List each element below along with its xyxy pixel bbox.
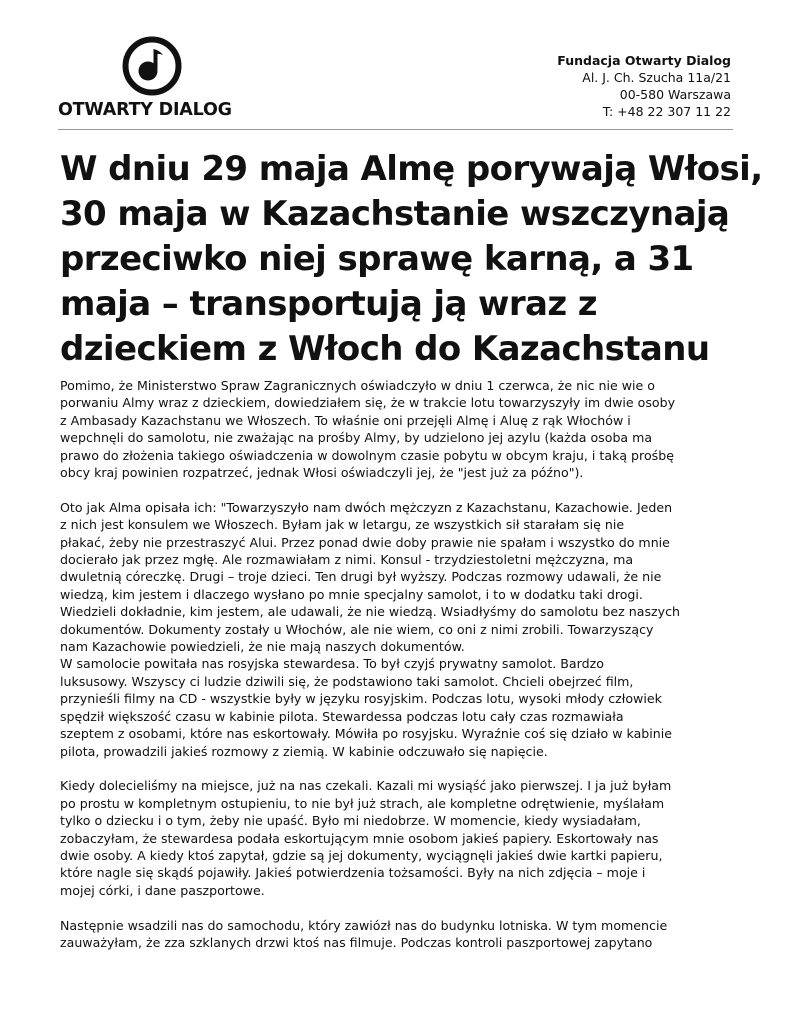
otwarty-dialog-logo-icon — [122, 36, 182, 96]
paragraph — [60, 777, 740, 899]
text-line: prawo do złożenia takiego oświadczenia w dowolnym czasie pobytu w obcym kraju, i taką prośbę — [60, 447, 674, 463]
text-line: luksusowy. Wszyscy ci ludzie dziwili się, że podstawiono taki samolot. Chcieli obejrzeć film, — [60, 673, 634, 689]
text-line: Pomimo, że Ministerstwo Spraw Zagranicznych oświadczyło w dniu 1 czerwca, że nic nie wie o — [60, 378, 656, 393]
text-line: Następnie wsadzili nas do samochodu, który zawiózł nas do budynku lotniska. W tym momencie — [60, 917, 668, 933]
headline-line: przeciwko niej sprawę karną, a 31 — [60, 239, 694, 279]
city-line: 00-580 Warszawa — [619, 87, 731, 102]
text-line: Oto jak Alma opisała ich: "Towarzyszyło nam dwóch mężczyzn z Kazachstanu, Kazachowie. Jeden — [60, 499, 673, 515]
text-line: wepchnęli do samolotu, nie zważając na prośby Almy, by udzielono jej azylu (każda osoba ma — [60, 430, 653, 446]
text-line: dokumentów. Dokumenty zostały u Włochów, ale nie wiem, co oni z nimi zrobili. Towarzyszący — [60, 621, 654, 637]
headline-line: dzieckiem z Włoch do Kazachstanu — [60, 329, 710, 369]
text-line: mojej córki, i dane paszportowe. — [60, 882, 265, 898]
text-line: z nich jest konsulem we Włoszech. Byłam jak w letargu, ze wszystkich sił starałam się nie — [60, 517, 625, 533]
text-line: obcy kraj powinien rozpatrzeć, jednak Włosi oświadczyli jej, że "jest już za późno"). — [60, 465, 584, 481]
text-line: po prostu w kompletnym ostupieniu, to nie był już strach, ale kompletne odrętwienie, myślałam — [60, 795, 665, 811]
paragraph — [60, 499, 740, 656]
paragraph — [60, 917, 740, 952]
paragraph — [60, 377, 740, 481]
organization-name: Fundacja Otwarty Dialog — [557, 53, 731, 68]
text-line: płakać, żeby nie przestraszyć Alui. Przez ponad dwie doby prawie nie spałam i wszystko do mnie — [60, 534, 670, 550]
text-line: zauważyłam, że zza szklanych drzwi ktoś nas filmuje. Podczas kontroli paszportowej zapytano — [60, 934, 653, 950]
headline-line: 30 maja w Kazachstanie wszczynają — [60, 194, 730, 234]
headline-line: maja – transportują ją wraz z — [60, 284, 597, 324]
address-line: Al. J. Ch. Szucha 11a/21 — [582, 70, 731, 85]
paragraph — [60, 655, 740, 759]
contact-block — [557, 52, 731, 120]
text-line: docierało jak przez mgłę. Ale rozmawiałam z nimi. Konsul - trzydziestoletni mężczyzna, ma — [60, 552, 634, 568]
article-body — [60, 377, 740, 951]
article-headline — [60, 147, 763, 372]
text-line: W samolocie powitała nas rosyjska stewardesa. To był czyjś prywatny samolot. Bardzo — [60, 656, 604, 672]
text-line: Kiedy dolecieliśmy na miejsce, już na nas czekali. Kazali mi wysiąść jako pierwszej. I ja już byłam — [60, 778, 672, 794]
text-line: dwuletnią córeczkę. Drugi – troje dzieci. Ten drugi był wyższy. Podczas rozmowy udawali, że nie — [60, 569, 662, 585]
logo — [58, 36, 248, 120]
text-line: wiedzą, kim jestem i dlaczego wysłano po mnie specjalny samolot, i to w dodatku taki drogi. — [60, 586, 643, 602]
text-line: zobaczyłam, że stewardesa podała eskortującym mnie osobom jakieś papiery. Eskortowały nas — [60, 830, 659, 846]
text-line: tylko o dziecku i o tym, żeby nie upaść. Było mi niedobrze. W momencie, kiedy wysiadałam, — [60, 813, 641, 829]
header-divider — [58, 129, 733, 130]
text-line: nam Kazachowie powiedzieli, że nie mają naszych dokumentów. — [60, 639, 465, 655]
text-line: przynieśli filmy na CD - wszystkie były w języku rosyjskim. Podczas lotu, wysoki młody człowiek — [60, 691, 662, 707]
text-line: porwaniu Almy wraz z dzieckiem, dowiedziałem się, że w trakcie lotu towarzyszyły im dwie osoby — [60, 395, 676, 411]
text-line: szeptem z osobami, które nas eskortowały. Mówiła po rosyjsku. Wyraźnie coś się działo w kabinie — [60, 726, 673, 742]
text-line: z Ambasady Kazachstanu we Włoszech. To właśnie oni przejęli Almę i Aluę z rąk Włochów i — [60, 412, 631, 428]
text-line: dwie osoby. A kiedy ktoś zapytał, gdzie są jej dokumenty, wyciągnęli jakieś dwie kartki papieru, — [60, 847, 663, 863]
logo-text: OTWARTY DIALOG — [58, 100, 232, 120]
phone-line: T: +48 22 307 11 22 — [602, 104, 731, 119]
text-line: spędził większość czasu w kabinie pilota. Stewardessa podczas lotu cały czas rozmawiała — [60, 708, 624, 724]
text-line: które nagle się skądś pojawiły. Jakieś potwierdzenia tożsamości. Były na nich zdjęcia – moje i — [60, 865, 646, 881]
text-line: pilota, prowadzili jakieś rozmowy z ziemią. W kabinie odczuwało się napięcie. — [60, 743, 548, 759]
text-line: Wiedzieli dokładnie, kim jestem, ale udawali, że nie wiedzą. Wsiadłyśmy do samolotu bez naszych — [60, 604, 680, 620]
headline-line: W dniu 29 maja Almę porywają Włosi, — [60, 149, 763, 189]
